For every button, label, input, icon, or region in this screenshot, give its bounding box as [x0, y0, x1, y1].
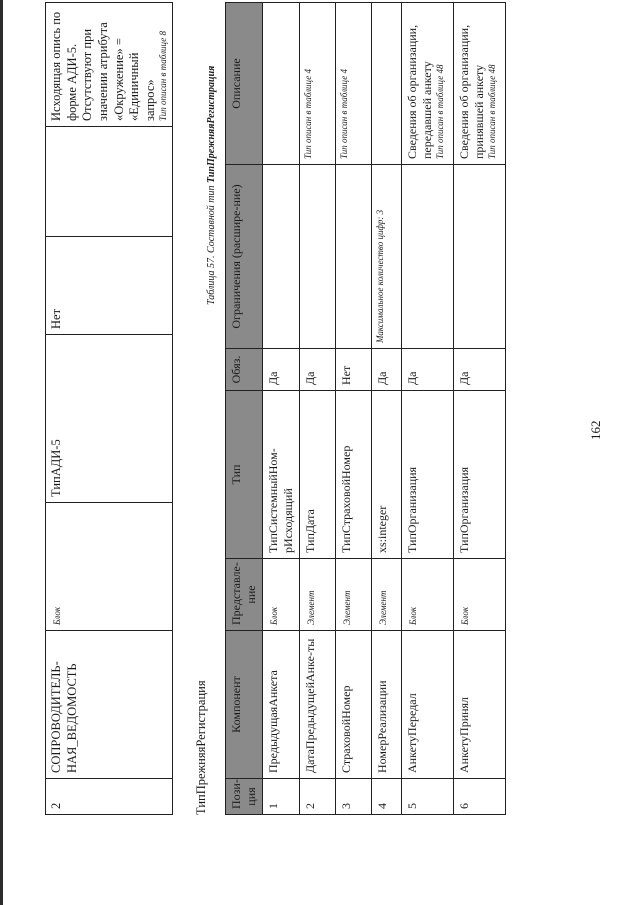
cell-representation: [300, 559, 336, 631]
cell-required: Да: [300, 349, 336, 391]
cell-constraints: [402, 165, 454, 349]
representation-text: Элемент: [342, 590, 352, 625]
table-caption: [206, 66, 217, 305]
cell-required: Да: [454, 349, 506, 391]
cell-constraints: [46, 127, 173, 237]
cell-type: ТипДата: [300, 391, 336, 559]
caption-name: ТипПрежняяРегистрация: [206, 65, 217, 183]
table-row: [46, 3, 173, 815]
header-component: Компонент: [226, 631, 263, 779]
header-type: Тип: [226, 391, 263, 559]
cell-required: Нет: [46, 237, 173, 335]
description-note: Тип описан в таблице 8: [158, 31, 169, 121]
table-row: [372, 3, 402, 815]
table-row: [263, 3, 300, 815]
cell-required: Да: [263, 349, 300, 391]
description-note: Тип описан в таблице 48: [435, 64, 445, 159]
type-title: ТипПрежняяРегистрация: [194, 680, 208, 815]
cell-representation: [46, 503, 173, 631]
table-row: [402, 3, 454, 815]
cell-constraints: [372, 165, 402, 349]
caption-prefix: Таблица 57. Составной тип: [206, 185, 217, 305]
cell-type: ТипСистемныйНом-рИсходящий: [263, 391, 300, 559]
cell-type: ТипОрганизация: [402, 391, 454, 559]
cell-position: 5: [402, 779, 454, 815]
cell-required: Нет: [336, 349, 372, 391]
header-row: [226, 3, 263, 815]
cell-position: 2: [46, 779, 173, 815]
cell-type: ТипОрганизация: [454, 391, 506, 559]
header-constraints: Ограничения (расшире-ние): [226, 165, 263, 349]
cell-type: ТипСтраховойНомер: [336, 391, 372, 559]
table-row: [454, 3, 506, 815]
cell-constraints: [336, 165, 372, 349]
header-required: Обяз.: [226, 349, 263, 391]
table-row: [300, 3, 336, 815]
description-text: Исходящая опись по форме АДИ-5. Отсутствуют при значении атрибута «Окружение» = «Единичный запрос»: [49, 11, 157, 121]
representation-text: Элемент: [306, 590, 316, 625]
cell-position: 4: [372, 779, 402, 815]
cell-required: Да: [402, 349, 454, 391]
description-note: Тип описан в таблице 48: [487, 64, 497, 159]
cell-representation: [372, 559, 402, 631]
cell-constraints: [454, 165, 506, 349]
cell-position: 3: [336, 779, 372, 815]
cell-component: СОПРОВОДИТЕЛЬ-НАЯ_ВЕДОМОСТЬ: [46, 631, 173, 779]
cell-representation: [263, 559, 300, 631]
cell-position: 1: [263, 779, 300, 815]
header-position: Пози-ция: [226, 779, 263, 815]
cell-representation: [454, 559, 506, 631]
representation-text: Блок: [52, 606, 62, 625]
cell-description: [454, 3, 506, 165]
description-note: Тип описан в таблице 4: [339, 69, 349, 159]
composite-type-table: [225, 2, 506, 815]
representation-text: Блок: [269, 606, 279, 625]
cell-position: 2: [300, 779, 336, 815]
description-note: Тип описан в таблице 4: [303, 69, 313, 159]
cell-component: АнкетуПринял: [454, 631, 506, 779]
cell-component: АнкетуПередал: [402, 631, 454, 779]
representation-text: Блок: [408, 606, 418, 625]
description-text: Сведения об организации, принявшей анкету: [457, 24, 486, 159]
description-text: Сведения об организации, передавшей анкету: [405, 24, 434, 159]
cell-type: xs:integer: [372, 391, 402, 559]
table-row: [336, 3, 372, 815]
representation-text: Блок: [460, 606, 470, 625]
cell-position: 6: [454, 779, 506, 815]
cell-component: СтраховойНомер: [336, 631, 372, 779]
cell-representation: [336, 559, 372, 631]
cell-description: [402, 3, 454, 165]
header-representation: Представле-ние: [226, 559, 263, 631]
continuation-table: [45, 2, 173, 815]
cell-representation: [402, 559, 454, 631]
cell-type: ТипАДИ-5: [46, 335, 173, 503]
cell-required: Да: [372, 349, 402, 391]
cell-description: [336, 3, 372, 165]
header-description: Описание: [226, 3, 263, 165]
page-number: 162: [588, 420, 603, 440]
cell-component: НомерРеализации: [372, 631, 402, 779]
cell-component: ПредыдущаяАнкета: [263, 631, 300, 779]
representation-text: Элемент: [378, 590, 388, 625]
cell-component: ДатаПредыдущейАнке-ты: [300, 631, 336, 779]
cell-constraints: [300, 165, 336, 349]
constraints-text: Максимальное количество цифр: 3: [375, 209, 385, 343]
cell-description: [372, 3, 402, 165]
cell-description: [300, 3, 336, 165]
cell-description: [263, 3, 300, 165]
cell-constraints: [263, 165, 300, 349]
cell-description: [46, 3, 173, 127]
